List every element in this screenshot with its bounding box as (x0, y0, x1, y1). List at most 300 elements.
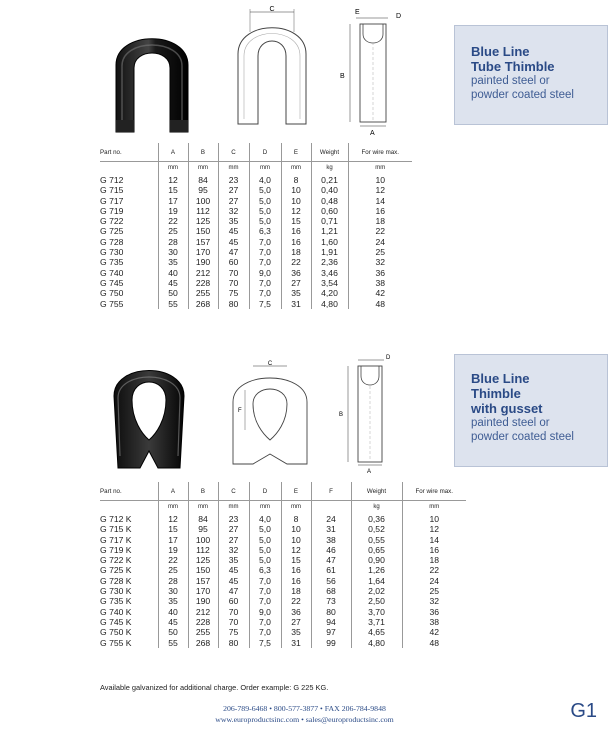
table-cell: 170 (188, 586, 218, 596)
table-cell: 22 (281, 596, 311, 606)
table-cell: 45 (218, 565, 249, 575)
table-cell: 27 (218, 196, 249, 206)
table-cell: 18 (281, 247, 311, 257)
table-cell: 45 (218, 226, 249, 236)
table-cell: 50 (158, 627, 188, 637)
table-row (100, 226, 412, 236)
table-cell: 17 (158, 196, 188, 206)
table-cell: G 725 K (100, 565, 132, 576)
table-cell: G 730 K (100, 586, 132, 597)
table-cell: 30 (158, 247, 188, 257)
table-cell: 12 (281, 545, 311, 555)
unit: mm (158, 501, 188, 515)
table-cell: 40 (158, 268, 188, 278)
table-cell: 5,0 (249, 196, 281, 206)
tube-thimble-side-drawing (330, 4, 406, 139)
table-cell: G 755 (100, 298, 124, 309)
unit: mm (218, 501, 249, 515)
table-cell: 1,64 (351, 576, 402, 586)
table-cell: 32 (348, 257, 412, 267)
gusset-thimble-infobox (454, 354, 608, 467)
table-cell: 0,40 (311, 185, 348, 195)
table-cell: 27 (281, 278, 311, 288)
table-row (100, 524, 466, 534)
table-cell: 1,26 (351, 565, 402, 575)
tube-thimble-title-1: Blue Line (471, 44, 530, 59)
table-cell: 3,54 (311, 278, 348, 288)
table-cell: 3,71 (351, 617, 402, 627)
unit: kg (311, 162, 348, 176)
table-cell: 45 (158, 278, 188, 288)
tube-thimble-sub-1: painted steel or (471, 75, 550, 87)
table-cell: 16 (281, 226, 311, 236)
table-cell: 55 (158, 638, 188, 648)
table-cell: 68 (311, 586, 351, 596)
col-wire: For wire max. (402, 482, 466, 501)
table-cell: G 730 (100, 247, 124, 258)
table-cell: 23 (218, 175, 249, 185)
table-cell: G 750 (100, 288, 124, 299)
table-cell: 38 (402, 617, 466, 627)
table-cell: 38 (311, 535, 351, 545)
table-cell: 84 (188, 175, 218, 185)
table-row (100, 278, 412, 288)
table-cell: 7,0 (249, 237, 281, 247)
table-cell: 150 (188, 226, 218, 236)
gusset-thimble-title-3: with gusset (471, 401, 543, 416)
table-cell: 35 (218, 555, 249, 565)
table-cell: 61 (311, 565, 351, 575)
table-cell: 2,36 (311, 257, 348, 267)
col-a: A (158, 143, 188, 162)
table-cell: 8 (281, 175, 311, 185)
unit: mm (348, 162, 412, 176)
dim-b-label: B (340, 73, 345, 80)
table-row (100, 514, 466, 524)
table-cell: 36 (348, 268, 412, 278)
table-cell: 70 (218, 617, 249, 627)
table-cell: 22 (158, 555, 188, 565)
table-cell: 95 (188, 524, 218, 534)
table-row (100, 299, 412, 309)
table-cell: 70 (218, 268, 249, 278)
col-part-no: Part no. (100, 143, 158, 162)
table-cell: 16 (281, 576, 311, 586)
unit: mm (249, 162, 281, 176)
table-cell: 112 (188, 545, 218, 555)
table-cell: 50 (158, 288, 188, 298)
table-cell: 5,0 (249, 535, 281, 545)
table1-units (100, 162, 412, 176)
table-cell: 7,0 (249, 247, 281, 257)
table-cell: 31 (311, 524, 351, 534)
table-cell: 48 (402, 638, 466, 648)
table-cell: 84 (188, 514, 218, 524)
table-cell: 35 (281, 288, 311, 298)
table-cell: 268 (188, 299, 218, 309)
table-row (100, 607, 466, 617)
table-cell: 14 (348, 196, 412, 206)
table-cell: 0,55 (351, 535, 402, 545)
gusset-thimble-sub-2: powder coated steel (471, 431, 574, 443)
table-cell: 7,0 (249, 278, 281, 288)
table-cell: G 712 K (100, 514, 132, 524)
table-cell: 18 (348, 216, 412, 226)
table-cell: 22 (281, 257, 311, 267)
table-row (100, 257, 412, 267)
table-cell: 36 (281, 268, 311, 278)
table-cell: 5,0 (249, 545, 281, 555)
table-cell: 32 (218, 206, 249, 216)
col-a: A (158, 482, 188, 501)
dim2-c-label: C (267, 361, 273, 367)
unit: mm (158, 162, 188, 176)
table-cell: 38 (348, 278, 412, 288)
table-cell: 150 (188, 565, 218, 575)
table-cell: 7,0 (249, 576, 281, 586)
table-cell: 27 (218, 535, 249, 545)
table-cell: 10 (281, 524, 311, 534)
dim2-a-label: A (367, 469, 372, 475)
table-cell: 4,80 (351, 638, 402, 648)
table-cell: G 719 (100, 205, 124, 216)
table-cell: 212 (188, 268, 218, 278)
col-b: B (188, 143, 218, 162)
dim2-b-label: B (339, 412, 344, 418)
table-cell: 10 (281, 196, 311, 206)
table-cell: 27 (281, 617, 311, 627)
table-row (100, 627, 466, 637)
gusset-thimble-title-2: Thimble (471, 386, 521, 401)
table-cell: 16 (348, 206, 412, 216)
table-cell: 0,71 (311, 216, 348, 226)
dim-d-label: D (396, 13, 402, 20)
table-row (100, 268, 412, 278)
table-row (100, 288, 412, 298)
table-cell: 35 (218, 216, 249, 226)
unit: mm (281, 501, 311, 515)
table-row (100, 617, 466, 627)
tube-thimble-table (100, 143, 412, 309)
table-cell: 12 (402, 524, 466, 534)
table-cell: G 719 K (100, 544, 132, 555)
gusset-thimble-photo (108, 356, 190, 474)
col-d: D (249, 482, 281, 501)
table-cell: G 722 K (100, 555, 132, 566)
table-cell: 10 (402, 514, 466, 524)
dim-c-label: C (269, 6, 275, 13)
table-cell: 1,91 (311, 247, 348, 257)
table-cell: G 728 (100, 236, 124, 247)
unit: mm (188, 501, 218, 515)
table-cell: 9,0 (249, 607, 281, 617)
table-cell: 9,0 (249, 268, 281, 278)
table-cell: 7,5 (249, 299, 281, 309)
table-row (100, 596, 466, 606)
dim-e-label: E (355, 9, 360, 16)
unit: mm (281, 162, 311, 176)
table-cell: 70 (218, 607, 249, 617)
table-cell: 80 (311, 607, 351, 617)
table-cell: 7,0 (249, 257, 281, 267)
table-cell: 45 (158, 617, 188, 627)
table-cell: 268 (188, 638, 218, 648)
table-cell: 1,60 (311, 237, 348, 247)
table-cell: 28 (158, 237, 188, 247)
table-cell: 7,0 (249, 586, 281, 596)
col-c: C (218, 143, 249, 162)
table-cell: G 717 (100, 195, 124, 206)
table-cell: 157 (188, 237, 218, 247)
table-row (100, 576, 466, 586)
table-cell: 35 (158, 596, 188, 606)
table-cell: 80 (218, 638, 249, 648)
table-cell: 30 (158, 586, 188, 596)
table-cell: 4,0 (249, 514, 281, 524)
table-cell: G 715 (100, 185, 124, 196)
table-cell: 4,80 (311, 299, 348, 309)
table-cell: 27 (218, 185, 249, 195)
gusset-thimble-side-drawing (330, 350, 400, 475)
table-cell: 5,0 (249, 185, 281, 195)
galvanized-note: Available galvanized for additional charge. Order example: G 225 KG. (100, 683, 329, 692)
table-cell: 60 (218, 596, 249, 606)
table-cell: 22 (402, 565, 466, 575)
table-cell: 3,70 (351, 607, 402, 617)
table-cell: 16 (281, 237, 311, 247)
table-cell: 75 (218, 627, 249, 637)
table-cell: 95 (188, 185, 218, 195)
table-row (100, 216, 412, 226)
table-cell: 17 (158, 535, 188, 545)
unit: mm (218, 162, 249, 176)
table-row (100, 247, 412, 257)
table-cell: 15 (158, 185, 188, 195)
table-cell: 18 (281, 586, 311, 596)
table-cell: 28 (158, 576, 188, 586)
table-cell: 46 (311, 545, 351, 555)
table-cell: 27 (218, 524, 249, 534)
table-cell: 15 (281, 216, 311, 226)
table-cell: 35 (158, 257, 188, 267)
col-f: F (311, 482, 351, 501)
table-cell: 255 (188, 288, 218, 298)
table-cell: 80 (218, 299, 249, 309)
table-cell: 7,0 (249, 627, 281, 637)
table-cell: 212 (188, 607, 218, 617)
table-cell: 0,21 (311, 175, 348, 185)
table-cell: 255 (188, 627, 218, 637)
table-cell: 23 (218, 514, 249, 524)
table-cell: 47 (218, 247, 249, 257)
col-c: C (218, 482, 249, 501)
table-cell: G 728 K (100, 575, 132, 586)
table-cell: 10 (348, 175, 412, 185)
table-cell: 22 (158, 216, 188, 226)
table-cell: 7,5 (249, 638, 281, 648)
table-cell: 12 (281, 206, 311, 216)
table-cell: 1,21 (311, 226, 348, 236)
table-cell: 32 (218, 545, 249, 555)
gusset-thimble-front-drawing (225, 360, 315, 472)
table-cell: 42 (348, 288, 412, 298)
table1-body (100, 175, 412, 309)
table-cell: G 735 (100, 257, 124, 268)
table-row (100, 206, 412, 216)
table-row (100, 196, 412, 206)
footer-web[interactable]: www.europroductsinc.com • sales@europroductsinc.com (215, 715, 394, 724)
footer-phones: 206-789-6468 • 800-577-3877 • FAX 206-784-9848 (223, 704, 386, 713)
table-cell: 19 (158, 206, 188, 216)
table-cell: 0,48 (311, 196, 348, 206)
table-cell: 24 (311, 514, 351, 524)
table-cell: 75 (218, 288, 249, 298)
tube-thimble-sub-2: powder coated steel (471, 89, 574, 101)
unit (311, 501, 351, 515)
table-cell: 157 (188, 576, 218, 586)
table-cell: 3,46 (311, 268, 348, 278)
table-cell: 228 (188, 617, 218, 627)
unit (100, 162, 158, 176)
table-row (100, 545, 466, 555)
table-cell: 32 (402, 596, 466, 606)
table-cell: 36 (281, 607, 311, 617)
table-row (100, 565, 466, 575)
gusset-thimble-table (100, 482, 466, 648)
table2-body (100, 514, 466, 648)
table-cell: 94 (311, 617, 351, 627)
table-cell: 25 (348, 247, 412, 257)
col-d: D (249, 143, 281, 162)
table-cell: 47 (311, 555, 351, 565)
tube-thimble-title-2: Tube Thimble (471, 59, 555, 74)
table-cell: 7,0 (249, 617, 281, 627)
table-cell: G 745 K (100, 616, 132, 627)
table-cell: 190 (188, 257, 218, 267)
col-wire: For wire max. (348, 143, 412, 162)
table1-header (100, 143, 412, 162)
table-cell: 2,02 (351, 586, 402, 596)
table-cell: 2,50 (351, 596, 402, 606)
table-cell: 12 (158, 175, 188, 185)
tube-thimble-infobox (454, 25, 608, 125)
table-cell: G 735 K (100, 596, 132, 607)
table-cell: 0,36 (351, 514, 402, 524)
table-row (100, 535, 466, 545)
table-cell: 35 (281, 627, 311, 637)
col-e: E (281, 143, 311, 162)
table2-units (100, 501, 466, 515)
table-cell: 70 (218, 278, 249, 288)
unit (100, 501, 158, 515)
unit: mm (402, 501, 466, 515)
table-cell: 19 (158, 545, 188, 555)
col-e: E (281, 482, 311, 501)
table-cell: 10 (281, 185, 311, 195)
table-cell: 31 (281, 638, 311, 648)
unit: mm (249, 501, 281, 515)
tube-thimble-front-drawing (232, 4, 312, 134)
table-cell: 7,0 (249, 596, 281, 606)
table-cell: 8 (281, 514, 311, 524)
table-cell: G 725 (100, 226, 124, 237)
table-cell: 0,60 (311, 206, 348, 216)
table-cell: 56 (311, 576, 351, 586)
tube-thimble-photo (108, 20, 196, 135)
table-cell: 42 (402, 627, 466, 637)
table-cell: 97 (311, 627, 351, 637)
table-cell: G 715 K (100, 524, 132, 535)
table-cell: 55 (158, 299, 188, 309)
table2-header (100, 482, 466, 501)
table-row (100, 237, 412, 247)
table-cell: 40 (158, 607, 188, 617)
table-cell: 7,0 (249, 288, 281, 298)
table-cell: 228 (188, 278, 218, 288)
col-part-no: Part no. (100, 482, 158, 501)
table-cell: 0,52 (351, 524, 402, 534)
table-cell: 190 (188, 596, 218, 606)
table-cell: 10 (281, 535, 311, 545)
table-cell: 4,0 (249, 175, 281, 185)
table-row (100, 638, 466, 648)
table-cell: 22 (348, 226, 412, 236)
table-cell: 73 (311, 596, 351, 606)
table-cell: 170 (188, 247, 218, 257)
table-row (100, 185, 412, 195)
unit: mm (188, 162, 218, 176)
table-row (100, 586, 466, 596)
table-cell: G 740 K (100, 606, 132, 617)
dim2-f-label: F (238, 408, 242, 414)
table-cell: 24 (402, 576, 466, 586)
table-cell: G 750 K (100, 627, 132, 638)
table-cell: 125 (188, 555, 218, 565)
table-cell: 0,90 (351, 555, 402, 565)
table-cell: 4,20 (311, 288, 348, 298)
table-cell: 5,0 (249, 206, 281, 216)
table-cell: 100 (188, 535, 218, 545)
table-cell: 4,65 (351, 627, 402, 637)
table-cell: 15 (281, 555, 311, 565)
table-cell: G 740 (100, 267, 124, 278)
table-cell: G 755 K (100, 637, 132, 648)
table-cell: 45 (218, 576, 249, 586)
col-weight: Weight (311, 143, 348, 162)
table-cell: 36 (402, 607, 466, 617)
table-cell: G 712 (100, 175, 124, 185)
table-cell: 0,65 (351, 545, 402, 555)
table-cell: 100 (188, 196, 218, 206)
table-cell: G 722 (100, 216, 124, 227)
table-cell: 5,0 (249, 524, 281, 534)
gusset-thimble-title-1: Blue Line (471, 371, 530, 386)
page-number: G1 (570, 700, 597, 722)
table-cell: 25 (158, 565, 188, 575)
table-cell: 125 (188, 216, 218, 226)
dim2-d-label: D (386, 355, 391, 361)
table-cell: 14 (402, 535, 466, 545)
table-cell: 45 (218, 237, 249, 247)
table-cell: 12 (158, 514, 188, 524)
gusset-thimble-sub-1: painted steel or (471, 417, 550, 429)
table-cell: 6,3 (249, 565, 281, 575)
table-cell: 16 (281, 565, 311, 575)
table-cell: 5,0 (249, 555, 281, 565)
table-row (100, 555, 466, 565)
table-cell: G 717 K (100, 534, 132, 545)
table-cell: 48 (348, 299, 412, 309)
